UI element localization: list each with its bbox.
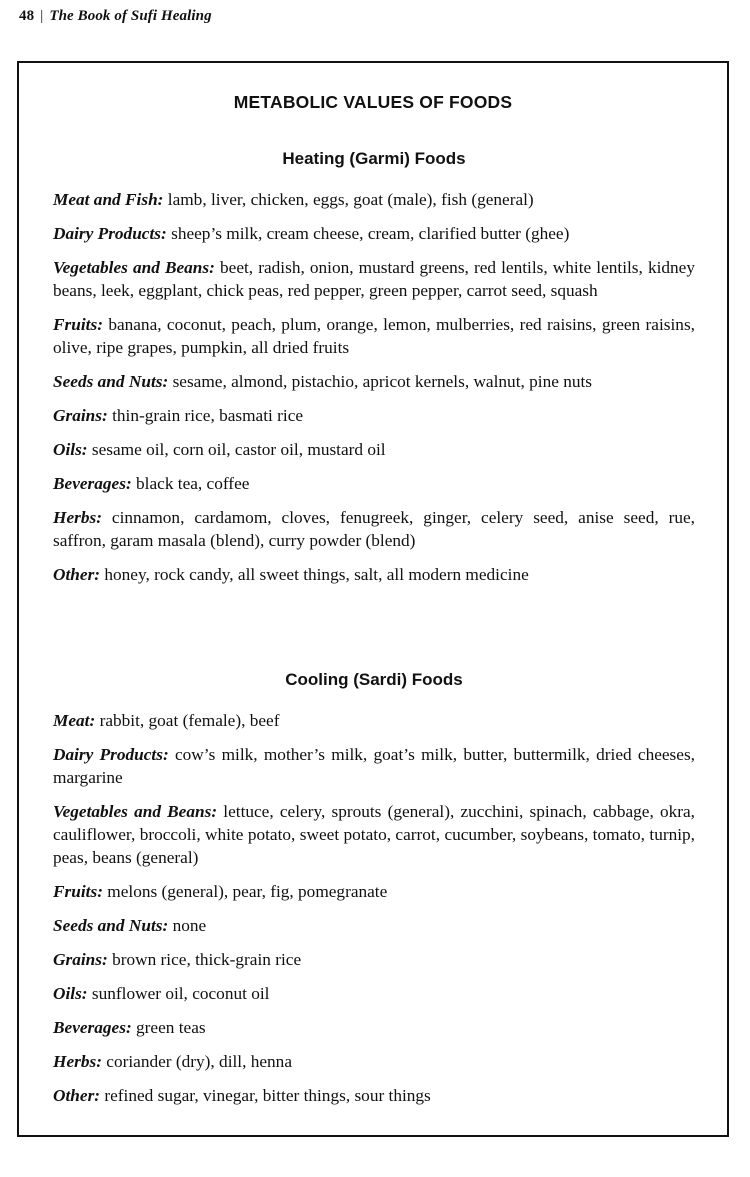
category-label: Oils:: [53, 440, 88, 459]
running-head-separator: |: [40, 8, 44, 24]
food-category-entry: [53, 914, 695, 937]
food-category-entry: [53, 438, 695, 461]
category-label: Herbs:: [53, 1052, 102, 1071]
food-category-entry: [53, 506, 695, 552]
food-category-entry: [53, 472, 695, 495]
food-category-entry: [53, 256, 695, 302]
category-items: none: [172, 916, 207, 935]
food-category-entry: [53, 1084, 695, 1107]
book-title: The Book of Sufi Healing: [49, 8, 212, 24]
category-items: cinnamon, cardamom, cloves, fenugreek, ginger, celery seed, anise seed, rue, saffron, garam masala (blend), curry powder (blend): [53, 508, 695, 550]
page-title: METABOLIC VALUES OF FOODS: [233, 92, 513, 112]
food-category-entry: [53, 880, 695, 903]
category-label: Vegetables and Beans:: [53, 802, 218, 821]
category-items: brown rice, thick-grain rice: [112, 950, 302, 969]
food-category-entry: [53, 800, 695, 869]
category-items: melons (general), pear, fig, pomegranate: [107, 882, 388, 901]
page-number: 48: [19, 8, 35, 24]
category-items: honey, rock candy, all sweet things, salt, all modern medicine: [104, 565, 529, 584]
category-items: refined sugar, vinegar, bitter things, sour things: [104, 1086, 431, 1105]
category-label: Herbs:: [53, 508, 102, 527]
food-table-box: [17, 61, 729, 1137]
category-label: Fruits:: [53, 315, 103, 334]
category-label: Beverages:: [53, 1018, 132, 1037]
category-label: Other:: [53, 1086, 101, 1105]
category-items: sheep’s milk, cream cheese, cream, clarified butter (ghee): [171, 224, 570, 243]
category-label: Seeds and Nuts:: [53, 372, 169, 391]
category-label: Vegetables and Beans:: [53, 258, 215, 277]
category-label: Other:: [53, 565, 101, 584]
food-category-entry: [53, 1016, 695, 1039]
food-category-entry: [53, 709, 695, 732]
category-items: sesame oil, corn oil, castor oil, mustard oil: [91, 440, 386, 459]
cooling-entry-list: [53, 709, 695, 1107]
food-category-entry: [53, 370, 695, 393]
category-label: Fruits:: [53, 882, 103, 901]
cooling-section-title: Cooling (Sardi) Foods: [285, 670, 463, 689]
category-label: Meat:: [53, 711, 96, 730]
category-label: Seeds and Nuts:: [53, 916, 169, 935]
cooling-foods-section: [53, 670, 695, 1118]
category-label: Oils:: [53, 984, 88, 1003]
category-items: thin-grain rice, basmati rice: [112, 406, 304, 425]
heating-foods-section: [53, 149, 695, 597]
food-category-entry: [53, 563, 695, 586]
category-label: Beverages:: [53, 474, 132, 493]
category-items: sunflower oil, coconut oil: [91, 984, 270, 1003]
heating-entry-list: [53, 188, 695, 586]
food-category-entry: [53, 982, 695, 1005]
food-category-entry: [53, 1050, 695, 1073]
category-label: Grains:: [53, 406, 108, 425]
category-items: green teas: [136, 1018, 206, 1037]
category-items: lamb, liver, chicken, eggs, goat (male), fish (general): [167, 190, 534, 209]
food-category-entry: [53, 222, 695, 245]
category-items: beet, radish, onion, mustard greens, red lentils, white lentils, kidney beans, leek, eggplant, chick peas, red pepper, green pepper, carrot seed, squash: [53, 258, 695, 300]
category-items: rabbit, goat (female), beef: [99, 711, 280, 730]
running-head: [19, 8, 212, 25]
category-items: black tea, coffee: [136, 474, 250, 493]
category-items: lettuce, celery, sprouts (general), zucchini, spinach, cabbage, okra, cauliflower, broccoli, white potato, sweet potato, carrot, cucumber, soybeans, tomato, turnip, peas, beans (general): [53, 802, 695, 867]
food-category-entry: [53, 404, 695, 427]
food-category-entry: [53, 313, 695, 359]
category-items: banana, coconut, peach, plum, orange, lemon, mulberries, red raisins, green raisins, olive, ripe grapes, pumpkin, all dried fruits: [53, 315, 695, 357]
category-label: Meat and Fish:: [53, 190, 164, 209]
category-label: Grains:: [53, 950, 108, 969]
category-items: coriander (dry), dill, henna: [106, 1052, 292, 1071]
category-label: Dairy Products:: [53, 224, 167, 243]
heating-section-title: Heating (Garmi) Foods: [282, 149, 466, 168]
food-category-entry: [53, 743, 695, 789]
category-items: sesame, almond, pistachio, apricot kernels, walnut, pine nuts: [172, 372, 593, 391]
food-category-entry: [53, 948, 695, 971]
category-label: Dairy Products:: [53, 745, 169, 764]
category-items: cow’s milk, mother’s milk, goat’s milk, butter, buttermilk, dried cheeses, margarine: [53, 745, 696, 787]
food-category-entry: [53, 188, 695, 211]
